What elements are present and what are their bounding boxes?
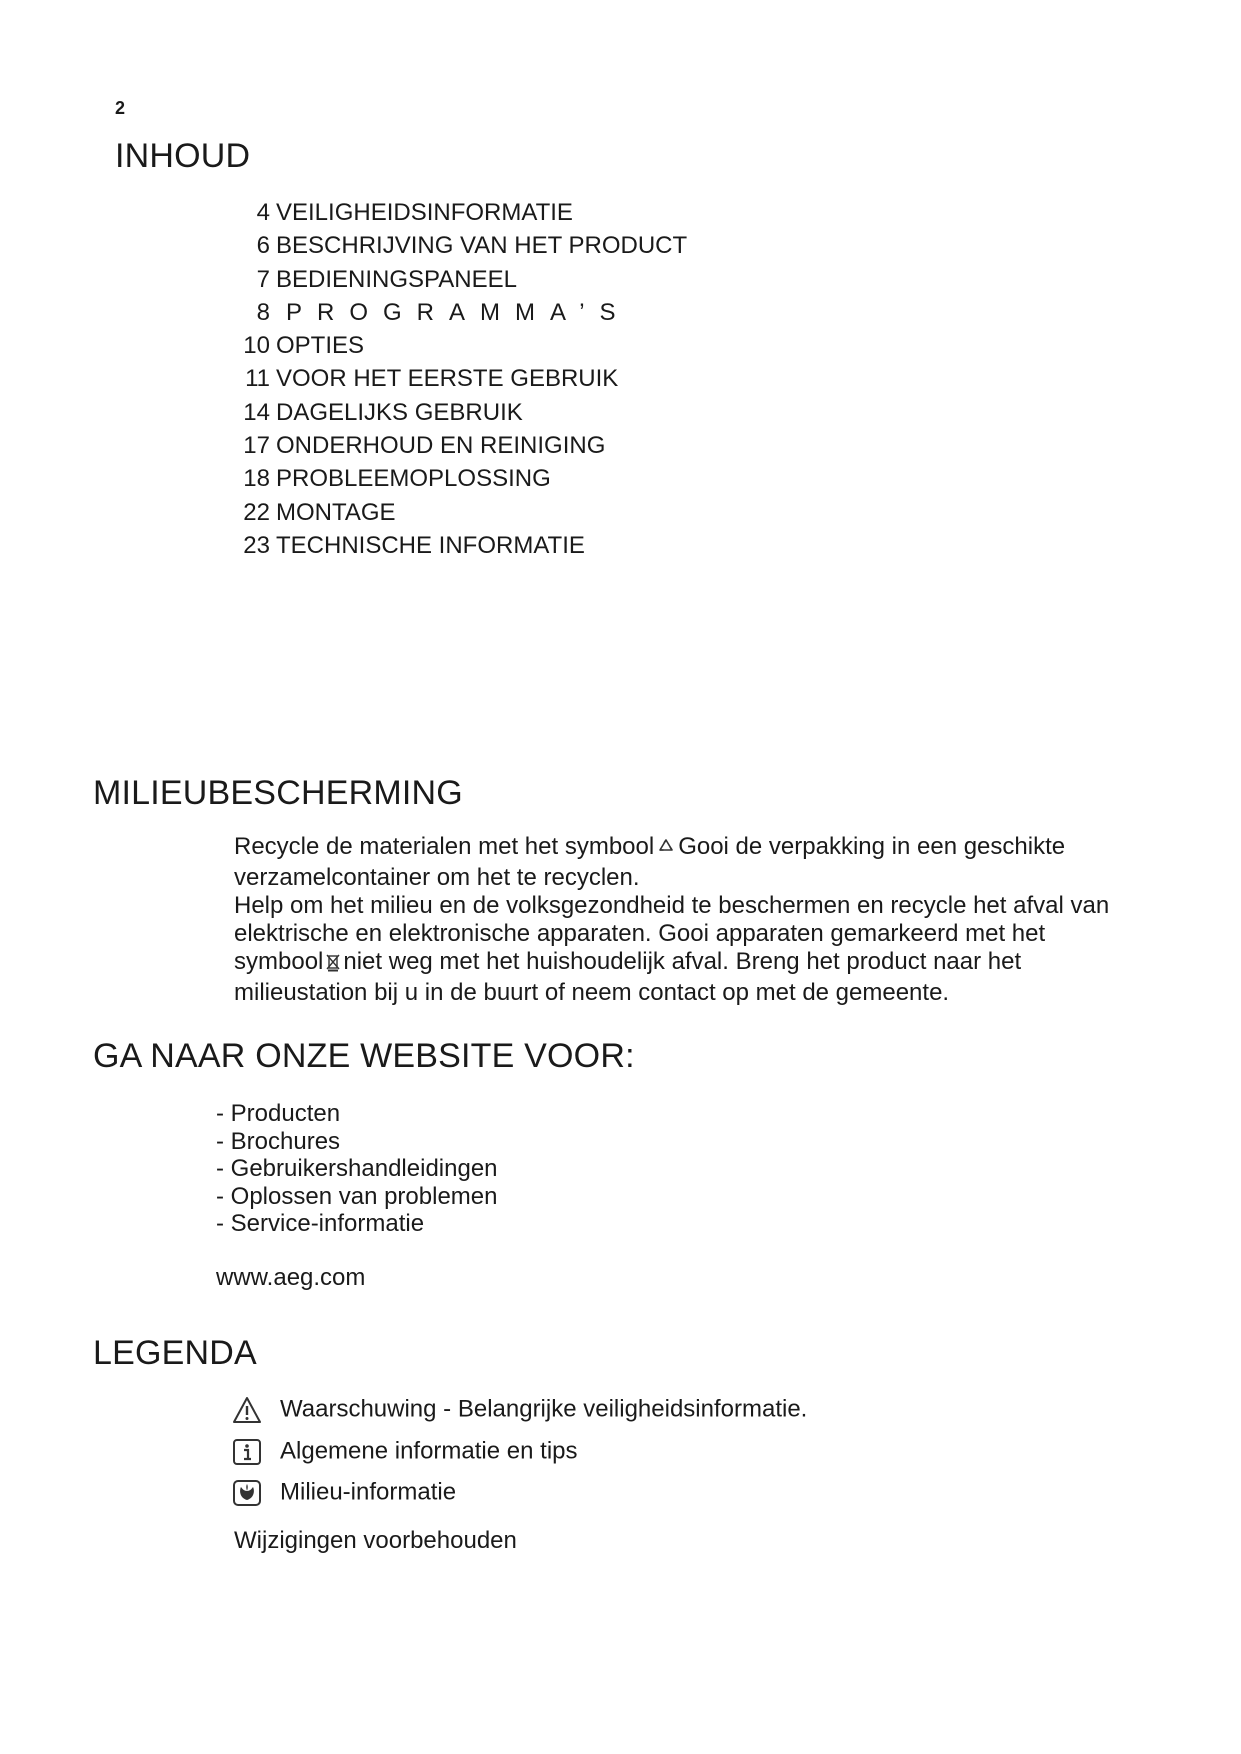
toc-page: 14 — [243, 398, 270, 426]
list-item: - Brochures — [216, 1127, 341, 1155]
website-url[interactable]: www.aeg.com — [216, 1264, 366, 1291]
recycle-icon — [656, 836, 676, 864]
toc-page: 23 — [243, 531, 270, 559]
toc-label: PROBLEEMOPLOSSING — [276, 465, 551, 493]
toc-label: VOOR HET EERSTE GEBRUIK — [276, 365, 619, 393]
toc-page: 18 — [243, 465, 270, 493]
toc-item[interactable] — [238, 263, 687, 296]
toc-label: VEILIGHEIDSINFORMATIE — [276, 199, 573, 226]
toc-label: TECHNISCHE INFORMATIE — [276, 531, 585, 559]
toc-page: 8 — [256, 298, 270, 326]
environment-text — [234, 833, 1134, 1007]
legend-item-info — [232, 1434, 578, 1468]
info-icon — [232, 1437, 262, 1467]
toc-label: PROGRAMMA’S — [286, 298, 631, 326]
toc-page: 10 — [243, 332, 270, 360]
disclaimer: Wijzigingen voorbehouden — [234, 1527, 517, 1554]
list-item: - Oplossen van problemen — [216, 1182, 498, 1210]
toc-label: OPTIES — [276, 332, 365, 360]
toc-item[interactable] — [238, 496, 687, 529]
toc-label: ONDERHOUD EN REINIGING — [276, 432, 606, 460]
legend-item-environment — [232, 1475, 456, 1509]
toc-label: MONTAGE — [276, 498, 396, 526]
toc-page: 6 — [256, 232, 270, 260]
legend-label: Waarschuwing - Belangrijke veiligheidsinformatie. — [280, 1395, 808, 1423]
environment-icon — [232, 1478, 262, 1508]
toc-page: 17 — [243, 432, 270, 460]
toc-item[interactable] — [238, 529, 687, 562]
website-list — [216, 1100, 498, 1238]
page-number: 2 — [115, 98, 126, 118]
list-item: - Gebruikershandleidingen — [216, 1155, 498, 1182]
crossed-bin-icon — [325, 951, 341, 979]
environment-title: MILIEUBESCHERMING — [93, 774, 463, 812]
environment-paragraph-1 — [234, 833, 1134, 892]
environment-paragraph-2 — [234, 892, 1134, 1007]
environment-text-part: Recycle de materialen met het symbool — [234, 833, 655, 860]
legend-item-warning — [232, 1392, 807, 1426]
toc-item[interactable] — [238, 196, 687, 229]
toc-label: BESCHRIJVING VAN HET PRODUCT — [276, 232, 688, 260]
list-item: - Service-informatie — [216, 1210, 425, 1237]
toc-label: DAGELIJKS GEBRUIK — [276, 398, 523, 426]
toc-item[interactable] — [238, 429, 687, 462]
toc-page: 11 — [245, 365, 270, 393]
toc-title: INHOUD — [115, 137, 251, 175]
environment-text-part: Help om het milieu en de volksgezondheid te beschermen en recycle het afval van elektrische en elektronische apparaten. Gooi apparaten gemarkeerd met het symbool — [234, 892, 1110, 975]
toc-label: BEDIENINGSPANEEL — [276, 265, 517, 293]
toc-item[interactable] — [238, 396, 687, 429]
warning-icon — [232, 1395, 262, 1425]
table-of-contents — [238, 196, 687, 562]
list-item: - Producten — [216, 1100, 341, 1127]
toc-item[interactable] — [238, 362, 687, 395]
toc-page: 4 — [256, 199, 270, 226]
website-title: GA NAAR ONZE WEBSITE VOOR: — [93, 1037, 635, 1075]
legend-label: Milieu-informatie — [280, 1478, 457, 1506]
toc-page: 22 — [243, 498, 270, 526]
toc-item[interactable] — [238, 229, 687, 262]
toc-page: 7 — [256, 265, 270, 293]
toc-item[interactable] — [238, 462, 687, 495]
environment-text-part: niet weg met het huishoudelijk afval. Breng het product naar het milieustation bij u in de buurt of neem contact op met de gemeente. — [234, 948, 1022, 1006]
legend-label: Algemene informatie en tips — [280, 1437, 578, 1465]
toc-item[interactable] — [238, 329, 687, 362]
toc-item[interactable] — [238, 296, 687, 329]
environment-text-part: Gooi de verpakking in een geschikte verzamelcontainer om het te recyclen. — [234, 833, 1066, 891]
legend-title: LEGENDA — [93, 1334, 257, 1372]
